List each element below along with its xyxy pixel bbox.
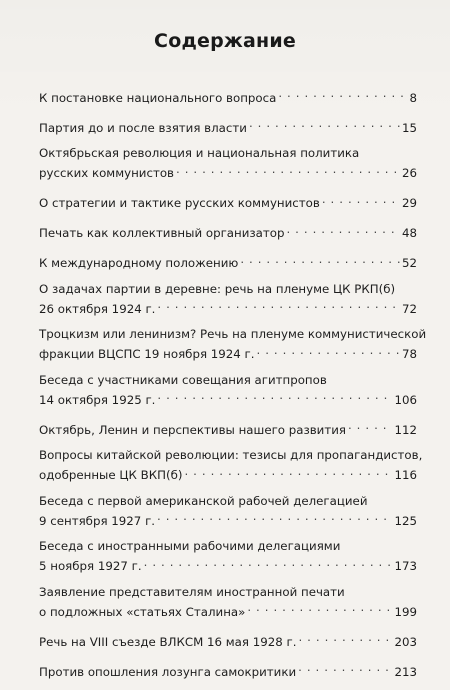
toc-entry-line	[39, 630, 417, 650]
leader-dots	[184, 464, 392, 480]
leader-dots	[249, 116, 400, 132]
toc-entry-title: Беседа с иностранными рабочими делегациями	[39, 539, 341, 553]
toc-entry-line	[39, 343, 417, 363]
toc-entry-line	[39, 162, 417, 182]
toc-entry-title: одобренные ЦК ВКП(б)	[39, 468, 183, 482]
toc-page-number: 112	[394, 422, 417, 437]
toc-entry-title: О задачах партии в деревне: речь на пленуме ЦК РКП(б)	[39, 281, 396, 296]
toc-entry-line	[39, 192, 417, 212]
toc-page-number: 48	[401, 226, 417, 240]
toc-entry-line	[39, 86, 417, 106]
toc-entry	[39, 494, 417, 530]
toc-entry-title: Печать как коллективный организатор	[39, 226, 285, 240]
toc-entry-title: русских коммунистов	[39, 166, 174, 180]
toc-entry	[39, 373, 417, 409]
toc-page-number: 213	[394, 664, 417, 679]
toc-entry-line	[39, 600, 417, 620]
leader-dots	[240, 252, 400, 268]
toc-entry-line	[39, 373, 417, 389]
toc-page-number: 173	[394, 559, 417, 573]
toc-entry-title: Октябрьская революция и национальная политика	[39, 146, 360, 160]
toc-page-number: 125	[394, 513, 417, 528]
toc-entry	[39, 222, 417, 242]
page-title: Содержание	[154, 30, 296, 52]
leader-dots	[176, 162, 400, 178]
toc-entry-line	[39, 660, 417, 680]
toc-entry-line	[39, 297, 417, 317]
toc-entry-title: о подложных «статьях Сталина»	[39, 604, 246, 619]
toc-entry	[39, 192, 417, 212]
toc-page-number: 29	[401, 196, 417, 210]
toc-entry-title: 14 октября 1925 г.	[39, 392, 156, 407]
leader-dots	[348, 418, 392, 434]
toc-entry-line	[39, 282, 417, 298]
toc-entry	[39, 86, 417, 106]
toc-entry-line	[39, 464, 417, 484]
toc-page-number: 15	[401, 120, 417, 135]
table-of-contents	[39, 86, 427, 690]
leader-dots	[157, 509, 392, 525]
toc-entry-line	[39, 509, 417, 529]
toc-entry	[39, 252, 417, 272]
toc-entry-line	[39, 418, 417, 438]
leader-dots	[157, 388, 392, 404]
leader-dots	[278, 86, 407, 102]
toc-page-number: 203	[394, 634, 417, 649]
toc-entry-title: фракции ВЦСПС 19 ноября 1924 г.	[39, 347, 255, 361]
toc-page-number: 8	[409, 90, 417, 105]
leader-dots	[286, 222, 400, 238]
toc-entry-title: К постановке национального вопроса	[39, 90, 277, 105]
toc-entry-title: Против опошления лозунга самокритики	[39, 664, 297, 679]
toc-entry-title: Беседа с участниками совещания агитпропов	[39, 372, 327, 387]
toc-entry-line	[39, 539, 417, 555]
toc-entry	[39, 282, 417, 318]
toc-entry	[39, 585, 417, 621]
toc-entry-title: К международному положению	[39, 256, 239, 270]
toc-entry-title: Партия до и после взятия власти	[39, 120, 247, 135]
toc-entry	[39, 630, 417, 650]
toc-entry-line	[39, 448, 423, 464]
toc-page-number: 52	[401, 256, 417, 270]
toc-entry-title: Троцкизм или ленинизм? Речь на пленуме коммунистической	[39, 327, 427, 341]
toc-entry-line	[39, 116, 417, 136]
toc-entry-title: О стратегии и тактике русских коммунистов	[39, 196, 320, 210]
toc-entry-line	[39, 252, 417, 272]
toc-page-number: 26	[401, 166, 417, 180]
toc-entry-title: Октябрь, Ленин и перспективы нашего развития	[39, 422, 346, 437]
toc-entry	[39, 146, 417, 182]
leader-dots	[298, 630, 392, 646]
toc-entry-line	[39, 585, 417, 601]
toc-page-number: 116	[394, 468, 417, 482]
toc-entry	[39, 660, 417, 680]
toc-entry	[39, 116, 417, 136]
toc-entry-title: Вопросы китайской революции: тезисы для пропагандистов,	[39, 448, 423, 462]
toc-entry-title: Речь на VIII съезде ВЛКСМ 16 мая 1928 г.	[39, 634, 297, 649]
toc-entry-title: 5 ноября 1927 г.	[39, 559, 142, 573]
toc-entry-line	[39, 222, 417, 242]
toc-entry	[39, 448, 423, 484]
toc-page-number: 106	[394, 392, 417, 407]
toc-entry-line	[39, 555, 417, 575]
toc-entry-title: Заявление представителям иностранной печати	[39, 584, 345, 599]
leader-dots	[322, 192, 400, 208]
toc-entry-line	[39, 494, 417, 510]
toc-page-number: 199	[394, 604, 417, 619]
toc-entry	[39, 327, 427, 363]
toc-entry-title: 9 сентября 1927 г.	[39, 513, 156, 528]
leader-dots	[247, 600, 392, 616]
toc-entry-title: 26 октября 1924 г.	[39, 301, 156, 316]
leader-dots	[144, 555, 393, 571]
toc-entry-title: Беседа с первой американской рабочей делегацией	[39, 493, 368, 508]
leader-dots	[257, 343, 400, 359]
toc-entry-line	[39, 146, 417, 162]
toc-entry	[39, 539, 417, 575]
toc-page-number: 78	[401, 347, 417, 361]
toc-entry-line	[39, 388, 417, 408]
toc-entry-line	[39, 327, 427, 343]
toc-page-number: 72	[401, 301, 417, 316]
leader-dots	[298, 660, 392, 676]
toc-entry	[39, 418, 417, 438]
leader-dots	[157, 297, 400, 313]
